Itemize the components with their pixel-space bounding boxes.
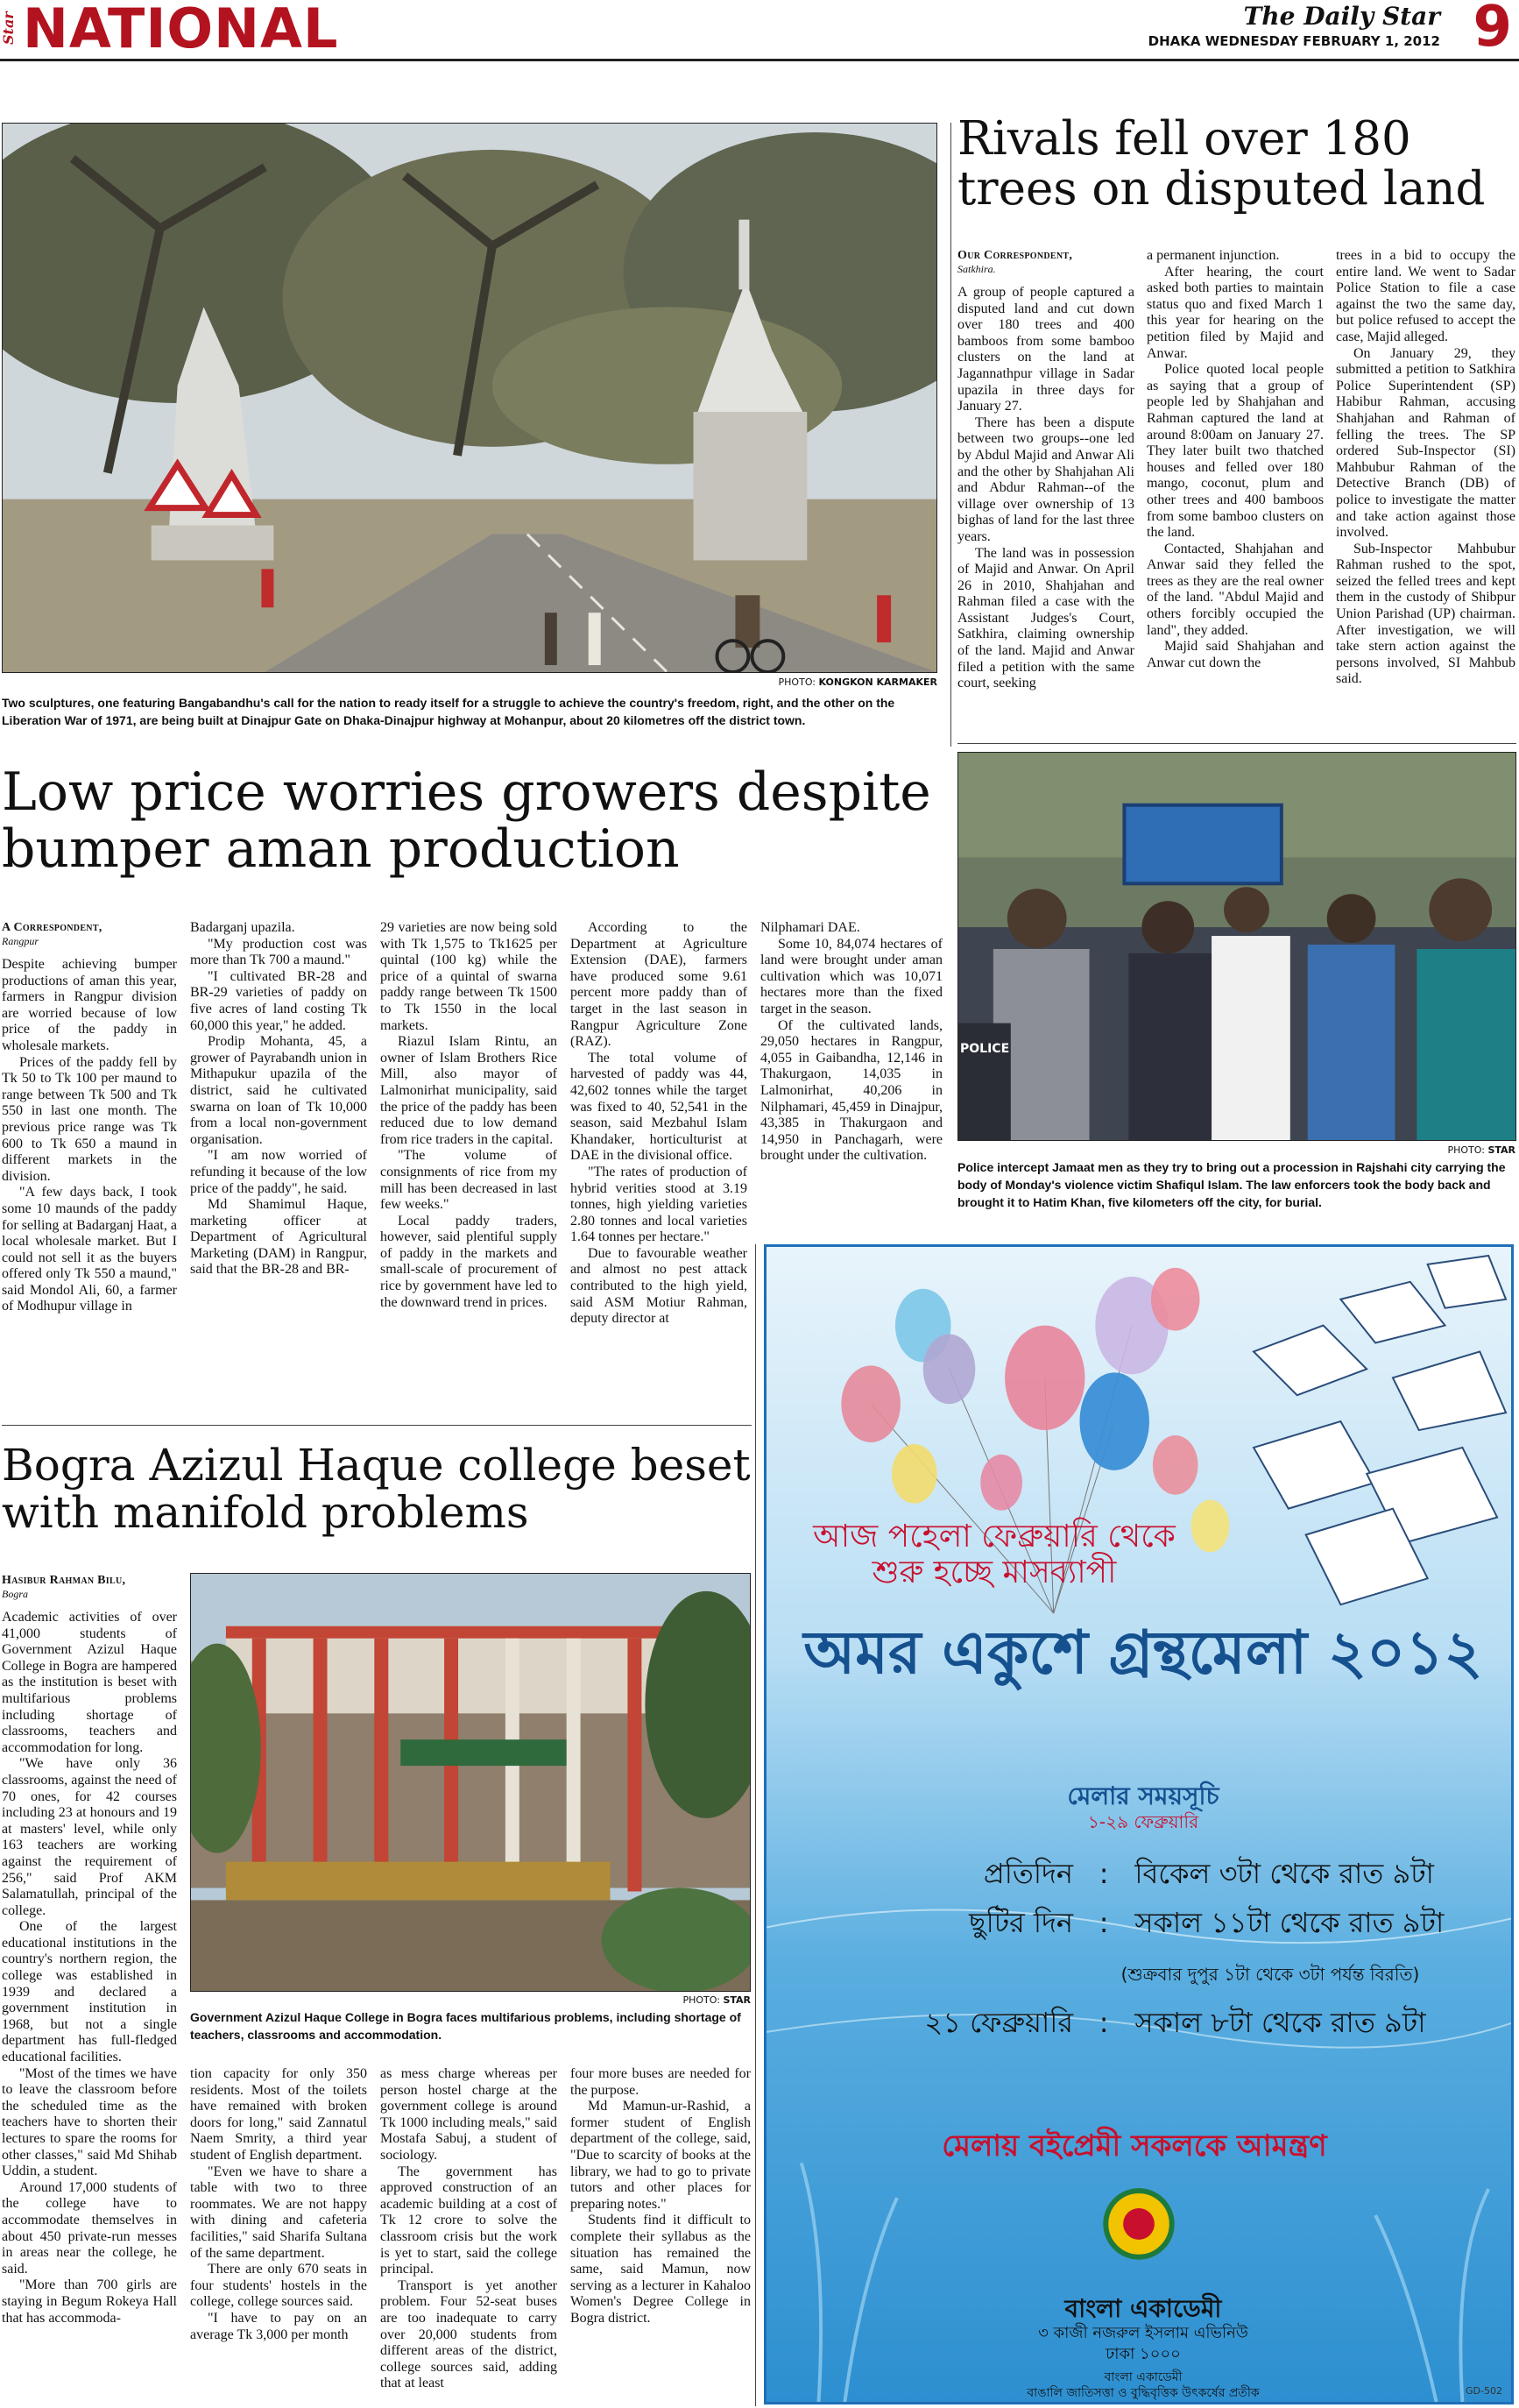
lowprice-column-1: [2, 920, 177, 1424]
column-rule: [950, 123, 951, 747]
byline: Our Correspondent,: [957, 249, 1073, 262]
ad-holiday-note: (শুক্রবার দুপুর ১টা থেকে ৩টা পর্যন্ত বিরতি): [1120, 1964, 1420, 1985]
credit-prefix: PHOTO:: [682, 1994, 720, 2006]
ad-schedule-title: মেলার সময়সূচি: [1067, 1781, 1219, 1810]
ad-address-line-2: ঢাকা ১০০০: [1106, 2345, 1181, 2363]
paragraph: Md Mamun-ur-Rashid, a former student of English department of the college, said, "Due to scarcity of books at the library, we had to go to private tutors and other places for preparing notes.": [570, 2099, 751, 2212]
bogra-column-1: [2, 1573, 177, 2405]
rivals-column-3: [1336, 248, 1515, 734]
ad-row-value: বিকেল ৩টা থেকে রাত ৯টা: [1134, 1857, 1434, 1890]
rivals-column-2: [1147, 248, 1324, 734]
photo-caption: Police intercept Jamaat men as they try to bring out a procession in Rajshahi city carrying the body of Monday's violence victim Shafiqul Islam. The law enforcers took the body back and brought it to Hatim Khan, five kilometers off the city, for burial.: [957, 1160, 1506, 1209]
credit-name: STAR: [1487, 1144, 1515, 1156]
headline-rivals: Rivals fell over 180 trees on disputed land: [957, 112, 1486, 216]
headline-low-price: Low price worries growers despite bumper aman production: [2, 761, 931, 880]
paragraph: One of the largest educational institutions in the country's northern region, the college was established in 1939 and declared a government institution in 1968, but not a single department has full-fledged educational facilities.: [2, 1919, 177, 2065]
paragraph: The land was in possession of Majid and Anwar. On April 26 in 2010, Shahjahan and Rahman filed a case with the Assistant Judges's Court, Satkhira, claiming ownership of the land. Majid and Anwar filed a petition with the same court, seeking: [957, 545, 1134, 691]
ad-row-label: প্রতিদিন: [983, 1857, 1073, 1890]
paragraph: a permanent injunction.: [1147, 248, 1280, 263]
page-number: 9: [1473, 0, 1512, 60]
paragraph: four more buses are needed for the purpose.: [570, 2066, 751, 2098]
paragraph: Contacted, Shahjahan and Anwar said they felled the trees as they are the real owner of the land. "Abdul Majid and others forcibly occupied the land", they added.: [1147, 541, 1324, 638]
ad-address-line-1: ৩ কাজী নজরুল ইসলাম এভিনিউ: [1038, 2324, 1248, 2342]
photo-credit: [1244, 1144, 1515, 1156]
byline-place: Rangpur: [2, 935, 39, 947]
lowprice-column-2: [190, 920, 367, 1424]
ad-row-separator: :: [1099, 2006, 1109, 2039]
ad-row-separator: :: [1099, 1906, 1109, 1939]
paragraph: After hearing, the court asked both parties to maintain status quo and fixed March 1 this year for hearing on the petition filed by Majid and Anwar.: [1147, 264, 1324, 361]
paragraph: Academic activities of over 41,000 students of Government Azizul Haque College in Bogra are hampered as the institution is beset with multifarious problems including shortage of classrooms, teachers and accommodation for long.: [2, 1610, 177, 1755]
ad-row-separator: :: [1099, 1857, 1109, 1890]
credit-name: KONGKON KARMAKER: [818, 676, 937, 688]
paragraph: "More than 700 girls are staying in Begum Rokeya Hall that has accommoda-: [2, 2277, 177, 2326]
section-title: NATIONAL: [23, 0, 339, 60]
paragraph: "My production cost was more than Tk 700 a maund.": [190, 936, 367, 968]
headline-bogra: Bogra Azizul Haque college beset with manifold problems: [2, 1440, 751, 1538]
paragraph: According to the Department at Agriculture Extension (DAE), farmers have produced some 9.61 percent more paddy than of target in the last season in Rangpur Agriculture Zone (RAZ).: [570, 920, 747, 1050]
section-rule: [957, 743, 1516, 744]
ad-invite: [784, 1519, 1205, 1591]
ad-row-label: ছুটির দিন: [969, 1906, 1073, 1939]
paragraph: Nilphamari DAE.: [760, 920, 860, 935]
section-rule: [2, 1425, 752, 1426]
credit-prefix: PHOTO:: [1447, 1144, 1485, 1156]
paragraph: A group of people captured a disputed land and cut down over 180 trees and 400 bamboos from some bamboo clusters on the land at Jagannathpur village in Sadar upazila in three days for January 27.: [957, 285, 1134, 414]
paragraph: Some 10, 84,074 hectares of land were brought under aman cultivation which was 10,071 hectares more than the fixed target in the season.: [760, 936, 943, 1016]
photo-credit: [666, 676, 937, 688]
lowprice-column-4: [570, 920, 747, 1424]
ad-tagline-org: বাংলা একাডেমী: [1104, 2370, 1183, 2384]
paragraph: Riazul Islam Rintu, an owner of Islam Brothers Rice Mill, also mayor of Lalmonirhat municipality, said the price of the paddy has been reduced due to low demand from rice traders in the capital.: [380, 1034, 557, 1147]
book-fair-advertisement: [764, 1244, 1514, 2404]
paragraph: 29 varieties are now being sold with Tk 1,575 to Tk1625 per quintal (100 kg) while the price of a quintal of swarna paddy range between Tk 1500 to Tk 1550 in the local markets.: [380, 920, 557, 1033]
paragraph: "A few days back, I took some 10 maunds of the paddy for selling at Badarganj Haat, a local wholesale market. But I could not sell it as the buyers offered only Tk 550 a maund," said Mondol Ali, 60, a farmer of Modhupur village in: [2, 1185, 177, 1314]
rivals-column-1: [957, 248, 1134, 734]
paragraph: Students find it difficult to complete their syllabus as the situation has remained the same, said Mamun, now serving as a lecturer in Kahaloo Women's Degree College in Bogra district.: [570, 2213, 751, 2326]
paragraph: Transport is yet another problem. Four 52-seat buses are too inadequate to carry over 20,000 students from different areas of the district, college sources said, adding that at least: [380, 2277, 557, 2391]
ad-address: [1012, 2323, 1275, 2365]
byline: A Correspondent,: [2, 921, 102, 934]
paragraph: "We have only 36 classrooms, against the need of 70 ones, for 42 courses including 23 at honours and 19 at masters' level, while only 163 teachers are working against the requirement of 256," said Prof AKM Salamatullah, principal of the college.: [2, 1756, 177, 1918]
star-tag: Star: [0, 11, 17, 45]
paragraph: tion capacity for only 350 residents. Most of the toilets have remained with broken doors for long," said Zannatul Naem Smrity, a third year student of English department.: [190, 2066, 367, 2163]
column-rule: [755, 1244, 756, 2406]
police-vest-text: POLICE: [960, 1042, 1010, 1056]
paragraph: Despite achieving bumper productions of aman this year, farmers in Rangpur division are worried because of low price of the paddy in wholesale markets.: [2, 957, 177, 1053]
paragraph: "The rates of production of hybrid verities stood at 3.19 tonnes, high yielding varieties 2.80 tonnes and local varieties 1.64 tonnes per hectare.": [570, 1164, 747, 1245]
ad-organisation: বাংলা একাডেমী: [1064, 2294, 1222, 2323]
paragraph: "I am now worried of refunding it because of the low price of the paddy", he said.: [190, 1148, 367, 1196]
paragraph: "The volume of consignments of rice from my mill has been decreased in last few weeks.": [380, 1148, 557, 1213]
bogra-column-2: [190, 2066, 367, 2406]
paragraph: Sub-Inspector Mahbubur Rahman rushed to the spot, seized the felled trees and kept them in the custody of Shibpur Union Parishad (UP) chairman. After investigation, we will take stern action against the persons involved, SI Mahbub said.: [1336, 541, 1515, 687]
paragraph: On January 29, they submitted a petition to Satkhira Police Superintendent (SP) Habibur Rahman, accusing Shahjahan and Rahman of felling the trees. The SP ordered Sub-Inspector (SI) Mahbubur Rahman of the Detective Branch (DB) of police to investigate the matter and take action against those involved.: [1336, 345, 1515, 541]
ad-row-value: সকাল ১১টা থেকে রাত ৯টা: [1134, 1906, 1445, 1939]
ad-title: অমর একুশে গ্রন্থমেলা ২০১২: [803, 1618, 1483, 1688]
bogra-column-3: [380, 2066, 557, 2406]
paragraph: There are only 670 seats in four students' hostels in the college, college sources said.: [190, 2262, 367, 2310]
byline: Hasibur Rahman Bilu,: [2, 1574, 126, 1587]
lowprice-column-3: [380, 920, 557, 1424]
masthead: [0, 0, 1519, 61]
ad-schedule-row: [863, 2001, 1426, 2048]
ad-row-label: ২১ ফেব্রুয়ারি: [924, 2006, 1073, 2039]
paragraph: Badarganj upazila.: [190, 920, 295, 935]
credit-name: STAR: [723, 1994, 751, 2006]
paragraph: Due to favourable weather and almost no pest attack contributed to the high yield, said ASM Motiur Rahman, deputy director at: [570, 1245, 747, 1327]
paragraph: "I have to pay on an average Tk 3,000 per month: [190, 2310, 367, 2342]
paragraph: "Most of the times we have to leave the classroom before the scheduled time as the teachers have to shorten their lectures to spare the rooms for other classes," said Md Shihab Uddin, a student.: [2, 2065, 177, 2179]
byline-place: Bogra: [2, 1588, 28, 1600]
ad-schedule-row: [898, 1901, 1444, 1948]
dateline: DHAKA WEDNESDAY FEBRUARY 1, 2012: [1148, 33, 1440, 49]
byline-place: Satkhira.: [957, 263, 996, 275]
college-photo: [190, 1573, 751, 1992]
photo-caption: Government Azizul Haque College in Bogra faces multifarious problems, including shortage of teachers, classrooms and accommodation.: [190, 2010, 741, 2042]
ad-tagline: বাঙালি জাতিসত্তা ও বুদ্ধিবৃত্তিক উৎকর্ষের প্রতীক: [1027, 2386, 1260, 2400]
paragraph: Prices of the paddy fell by Tk 50 to Tk 100 per maund to range between Tk 500 and Tk 550 in last one month. The previous price range was Tk 600 to Tk 650 a maund in different markets in the division.: [2, 1054, 177, 1184]
ad-invite-line-2: শুরু হচ্ছে মাসব্যাপী: [872, 1555, 1117, 1591]
paragraph: Md Shamimul Haque, marketing officer at Department of Agricultural Marketing (DAM) in Rangpur, said that the BR-28 and BR-: [190, 1197, 367, 1278]
paragraph: There has been a dispute between two groups--one led by Abdul Majid and Anwar Ali and the other by Shahjahan Ali and Abdur Rahman--of the village over ownership of 13 bighas of land for the last three years.: [957, 414, 1134, 544]
ad-welcome: মেলায় বইপ্রেমী সকলকে আমন্ত্রণ: [942, 2128, 1327, 2164]
paragraph: Police quoted local people as saying that a group of people led by Shahjahan and Rahman captured the land at around 8:00am on January 27. They later built two thatched houses and felled over 180 mango, coconut, plum and other trees and 400 bamboos from some bamboo clusters on the land.: [1147, 362, 1324, 541]
sculptures-photo: [2, 123, 937, 673]
police-photo: [957, 752, 1516, 1141]
ad-invite-line-1: আজ পহেলা ফেব্রুয়ারি থেকে: [813, 1519, 1176, 1555]
bogra-column-4: [570, 2066, 751, 2406]
paragraph: Majid said Shahjahan and Anwar cut down the: [1147, 639, 1324, 670]
paragraph: The total volume of harvested of paddy was 44, 42,602 tonnes while the target was fixed to 40, 52,541 in the season, said Mezbahul Islam Khandaker, horticulturist at DAE in the divisional office.: [570, 1050, 747, 1164]
paragraph: Around 17,000 students of the college have to accommodate themselves in about 450 private-run messes in areas near the college, he said.: [2, 2179, 177, 2277]
paragraph: "I cultivated BR-28 and BR-29 varieties of paddy on five acres of land costing Tk 60,000 this year," he added.: [190, 968, 367, 1033]
paragraph: The government has approved construction of an academic building at a cost of Tk 12 crore to solve the classroom crisis but the work is yet to start, said the college principal.: [380, 2164, 557, 2277]
photo-caption: Two sculptures, one featuring Bangabandhu's call for the nation to ready itself for a struggle to achieve the country's freedom, right, and the other on the Liberation War of 1971, are being built at Dinajpur Gate on Dhaka-Dinajpur highway at Mohanpur, about 20 kilometres off the district town.: [2, 696, 895, 727]
paragraph: trees in a bid to occupy the entire land. We went to Sadar Police Station to file a case against the two the same day, but police refused to accept the case, Majid alleged.: [1336, 248, 1515, 344]
paragraph: Of the cultivated lands, 29,050 hectares in Rangpur, 4,055 in Gaibandha, 12,146 in Thakurgaon, 14,035 in Lalmonirhat, 40,206 in Nilphamari, 45,459 in Dinajpur, 43,385 in Thakurgaon and 14,950 in Panchagarh, were brought under the cultivation.: [760, 1017, 943, 1164]
paragraph: Prodip Mohanta, 45, a grower of Payrabandh union in Mithapukur upazila of the district, said he cultivated swarna on loan of Tk 10,000 from a local non-government organisation.: [190, 1034, 367, 1147]
ad-schedule-dates: ১-২৯ ফেব্রুয়ারি: [1087, 1811, 1199, 1832]
credit-prefix: PHOTO:: [778, 676, 816, 688]
newspaper-name: The Daily Star: [1243, 2, 1440, 31]
paragraph: "Even we have to share a table with two to three roommates. We are not happy with dining and cafeteria facilities," said Sharifa Sultana of the same department.: [190, 2164, 367, 2261]
lowprice-column-5: [760, 920, 943, 1218]
paragraph: Local paddy traders, however, said plentiful supply of paddy in the markets and small-scale of procurement of rice by government have led to the downward trend in prices.: [380, 1213, 557, 1310]
ad-row-value: সকাল ৮টা থেকে রাত ৯টা: [1134, 2006, 1426, 2039]
paragraph: as mess charge whereas per person hostel charge at the government college is around Tk 1000 including meals," said Mostafa Sabuj, a student of sociology.: [380, 2066, 557, 2163]
photo-credit: [479, 1994, 751, 2006]
ad-code: GD-502: [1466, 2385, 1502, 2397]
ad-schedule-row: [898, 1852, 1434, 1899]
